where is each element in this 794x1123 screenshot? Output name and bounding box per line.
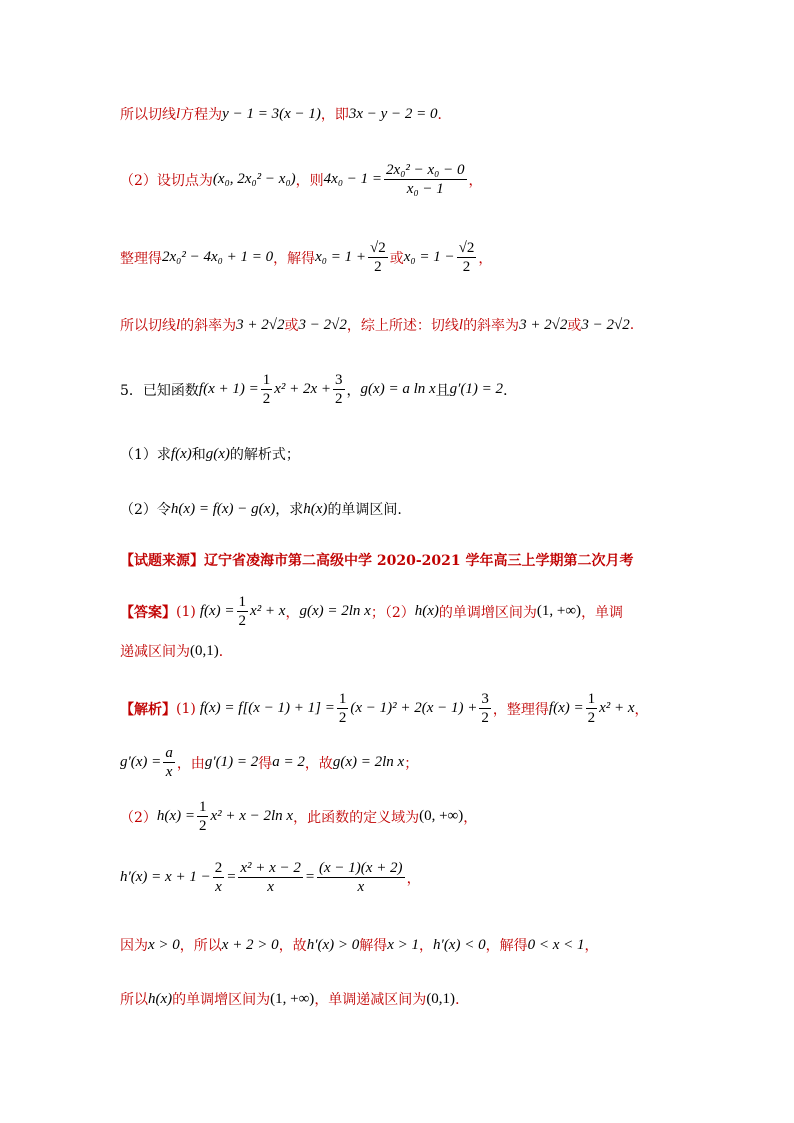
math-eq: 3 − 2√2 [581, 316, 630, 333]
text: 解得 [359, 938, 388, 954]
source-line [120, 550, 634, 570]
fraction [384, 162, 467, 197]
math-eq: f(x) = f[(x − 1) + 1] = [199, 700, 335, 716]
text: ， [419, 938, 434, 954]
math-eq: 2x₀² − 4x₀ + 1 = 0 [162, 249, 274, 265]
denominator: 2 [374, 259, 382, 275]
analysis-line-6 [120, 989, 469, 1009]
text: ；（2） [370, 604, 415, 621]
denominator: 2 [198, 818, 207, 834]
text: 的解析式； [229, 447, 300, 463]
denominator: x [165, 764, 173, 780]
math-eq: h(x) [303, 500, 328, 517]
math-eq: x₀ = 1 − [403, 249, 455, 265]
fraction [238, 860, 303, 895]
text: （2）令 [120, 502, 171, 518]
math-eq: = [304, 869, 316, 885]
fraction [457, 240, 477, 275]
math-eq: 3x − y − 2 = 0 [348, 105, 438, 122]
math-eq: f(x) = [548, 700, 584, 716]
numerator: 3 [481, 691, 489, 707]
math-eq: g(x) = 2ln x [332, 754, 405, 770]
math-eq: f(x) [170, 445, 192, 462]
text: （2）设切点为 [120, 172, 213, 189]
analysis-line-2 [120, 745, 418, 780]
text: 的单调区间. [327, 502, 402, 518]
math-eq: (1, +∞) [270, 990, 315, 1007]
denominator: 2 [462, 259, 471, 275]
text: ，故 [304, 755, 333, 772]
math-eq: f(x + 1) = [198, 381, 259, 397]
text: （2） [120, 809, 157, 826]
numerator: 2x₀² − x₀ − 0 [386, 162, 465, 178]
math-eq: h′(x) < 0 [433, 936, 486, 953]
denominator: 2 [587, 710, 596, 726]
analysis-line-4 [120, 860, 421, 895]
denominator: 2 [338, 710, 347, 726]
text: 所以切线 [120, 107, 176, 123]
text: 且 [435, 382, 450, 399]
math-eq: 3 + 2√2 [519, 316, 568, 333]
math-eq: (1, +∞) [536, 603, 582, 619]
fraction [586, 691, 598, 726]
text: 或 [389, 250, 404, 267]
text: 因为 [120, 938, 148, 954]
text: 的单调增区间为 [438, 604, 537, 621]
text: ， [634, 701, 649, 718]
text: ，解得 [273, 250, 316, 267]
math-var: l [458, 316, 464, 333]
text: （1）求 [120, 447, 171, 463]
numerator: 1 [238, 594, 247, 610]
numerator: (x − 1)(x + 2) [319, 860, 403, 876]
text: ． [455, 992, 470, 1008]
numerator: 2 [214, 860, 223, 876]
math-eq: 3 + 2√2 [236, 316, 285, 333]
math-eq: g′(1) = 2 [204, 754, 259, 770]
answer-line [120, 594, 623, 629]
text: 或 [284, 318, 299, 334]
text: ， [346, 382, 361, 399]
numerator: √2 [458, 240, 475, 256]
math-eq: (x₀, 2x₀² − x₀) [212, 171, 296, 187]
analysis-line-3 [120, 799, 477, 834]
math-eq: x² + x − 2ln x [210, 808, 294, 824]
text: ． [218, 644, 233, 660]
text: 整理得 [120, 250, 162, 267]
text: ，故 [278, 938, 307, 954]
line-solve [120, 240, 492, 275]
text: 所以 [120, 992, 148, 1008]
math-eq: h(x) [148, 990, 173, 1007]
math-eq: x + 2 > 0 [221, 936, 279, 953]
numerator: a [165, 745, 173, 761]
fraction [333, 372, 345, 407]
text: 的单调增区间为 [172, 992, 271, 1008]
denominator: x [267, 879, 274, 895]
numerator: 1 [262, 372, 271, 388]
text: 的斜率为 [180, 318, 237, 334]
text: ． [437, 107, 452, 123]
text: 的斜率为 [463, 318, 520, 334]
problem-5-statement [120, 372, 517, 407]
analysis-line-1 [120, 691, 649, 726]
line-tangent-equation [120, 104, 452, 124]
denominator: x₀ − 1 [406, 181, 444, 197]
math-eq: g(x) = 2ln x [299, 603, 371, 619]
problem-5-part-1 [120, 444, 300, 464]
denominator: x [215, 879, 222, 895]
fraction [479, 691, 491, 726]
text: 5．已知函数 [120, 382, 199, 399]
math-eq: x² + 2x + [274, 381, 332, 397]
math-eq: y − 1 = 3(x − 1) [222, 105, 321, 122]
fraction [197, 799, 209, 834]
math-eq: = [226, 869, 237, 885]
math-eq: g′(1) = 2 [449, 381, 504, 397]
math-eq: g(x) [205, 445, 230, 462]
math-eq: (0,1) [190, 642, 219, 659]
text: (1) [176, 603, 196, 620]
text: ，单调 [581, 604, 624, 621]
math-var: l [176, 316, 181, 333]
fraction [337, 691, 349, 726]
problem-5-part-2 [120, 499, 402, 519]
math-eq: g′(x) = [120, 754, 162, 770]
numerator: 1 [338, 691, 347, 707]
numerator: √2 [369, 240, 386, 256]
analysis-line-5 [120, 935, 599, 955]
text: 得 [258, 755, 273, 772]
math-eq: a = 2 [272, 754, 305, 770]
text: ， [285, 604, 300, 621]
text: ，解得 [485, 938, 528, 954]
math-eq: (0,1) [426, 990, 456, 1007]
math-eq: (x − 1)² + 2(x − 1) + [350, 700, 478, 716]
text: ， [478, 250, 493, 267]
math-eq: h′(x) > 0 [306, 936, 360, 953]
text: 方程为 [180, 107, 223, 123]
text: 或 [567, 318, 582, 334]
text: ，由 [176, 755, 205, 772]
denominator: x [357, 879, 365, 895]
text: ，综上所述：切线 [346, 318, 459, 334]
fraction [368, 240, 388, 275]
math-eq: h(x) [414, 603, 439, 619]
text: ； [404, 755, 419, 772]
math-eq: h′(x) = x + 1 − [120, 869, 211, 885]
math-eq: (0, +∞) [419, 808, 464, 824]
text: ，即 [320, 107, 349, 123]
fraction [213, 860, 225, 895]
math-eq: 0 < x < 1 [527, 936, 585, 953]
math-eq: x₀ = 1 + [315, 249, 366, 265]
text: ，则 [295, 172, 324, 189]
math-var: l [176, 105, 181, 122]
math-eq: h(x) = f(x) − g(x) [170, 500, 276, 517]
text: . [629, 317, 635, 333]
text: 递减区间为 [120, 644, 190, 660]
line-tangent-point [120, 162, 483, 197]
text: ， [463, 809, 478, 826]
text: ，单调递减区间为 [314, 992, 427, 1008]
answer-label: 【答案】 [120, 604, 176, 621]
text: 和 [191, 447, 206, 463]
math-eq: g(x) = a ln x [360, 381, 436, 397]
numerator: x² + x − 2 [240, 860, 301, 876]
text: ． [503, 382, 518, 399]
line-slope [120, 315, 634, 335]
math-eq: 4x₀ − 1 = [323, 171, 383, 187]
math-eq: 3 − 2√2 [298, 316, 347, 333]
text: ，此函数的定义域为 [293, 809, 420, 826]
denominator: 2 [481, 710, 489, 726]
source-text: 辽宁省凌海市第二高级中学 2020-2021 学年高三上学期第二次月考 [204, 553, 634, 569]
text: ，整理得 [492, 701, 549, 718]
text: 所以切线 [120, 318, 176, 334]
answer-line-continued [120, 641, 233, 661]
source-label: 【试题来源】 [120, 553, 204, 569]
text: ，所以 [179, 938, 222, 954]
text: ，求 [275, 502, 304, 518]
math-eq: x² + x [250, 603, 286, 619]
fraction [317, 860, 405, 895]
fraction [163, 745, 175, 780]
numerator: 1 [198, 799, 207, 815]
denominator: 2 [335, 391, 343, 407]
math-eq: x > 0 [148, 936, 180, 953]
numerator: 3 [335, 372, 343, 388]
numerator: 1 [587, 691, 596, 707]
denominator: 2 [262, 391, 271, 407]
math-eq: x² + x [599, 700, 635, 716]
math-eq: f(x) = [199, 603, 235, 619]
text: ， [406, 870, 421, 887]
fraction [261, 372, 273, 407]
text: (1) [176, 700, 196, 717]
text: ， [584, 938, 599, 954]
math-eq: x > 1 [387, 936, 420, 953]
math-eq: h(x) = [156, 808, 195, 824]
text: ， [468, 172, 483, 189]
fraction [237, 594, 249, 629]
denominator: 2 [238, 613, 247, 629]
analysis-label: 【解析】 [120, 701, 176, 718]
